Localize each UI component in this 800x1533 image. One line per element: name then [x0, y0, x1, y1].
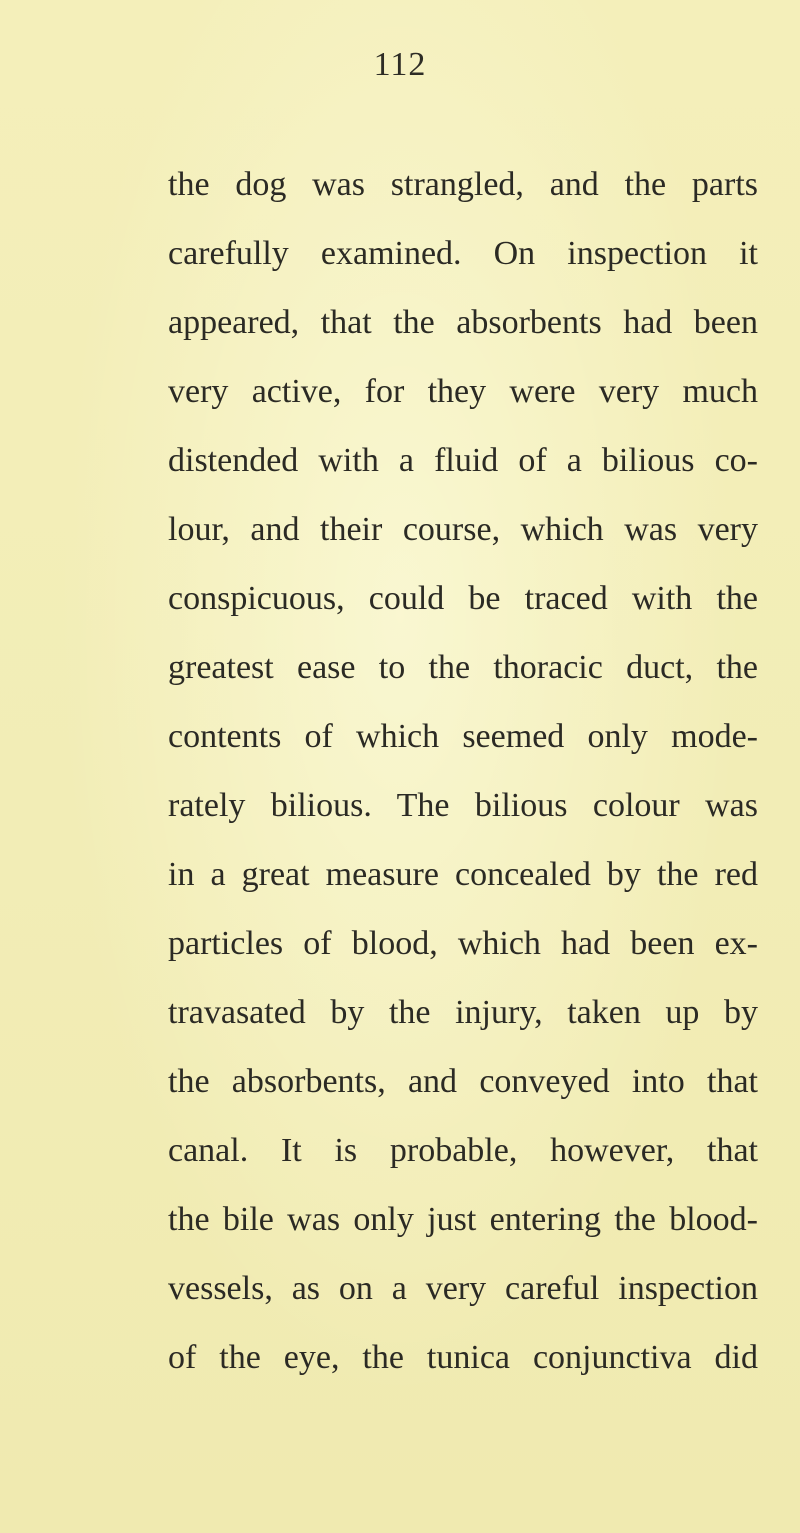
- text-line: vessels, as on a very careful inspection: [168, 1270, 758, 1307]
- text-line: contents of which seemed only mode-: [168, 718, 758, 755]
- text-line: in a great measure concealed by the red: [168, 856, 758, 893]
- text-line: the absorbents, and conveyed into that: [168, 1063, 758, 1100]
- page-number: 112: [373, 46, 427, 83]
- text-line: the dog was strangled, and the parts: [168, 166, 758, 203]
- text-line: particles of blood, which had been ex-: [168, 925, 758, 962]
- text-line: appeared, that the absorbents had been: [168, 304, 758, 341]
- text-line: distended with a fluid of a bilious co-: [168, 442, 758, 479]
- text-line: greatest ease to the thoracic duct, the: [168, 649, 758, 686]
- body-text: [168, 150, 758, 1392]
- text-line: of the eye, the tunica conjunctiva did: [168, 1339, 758, 1376]
- text-line: rately bilious. The bilious colour was: [168, 787, 758, 824]
- text-line: canal. It is probable, however, that: [168, 1132, 758, 1169]
- text-line: very active, for they were very much: [168, 373, 758, 410]
- text-line: travasated by the injury, taken up by: [168, 994, 758, 1031]
- text-line: conspicuous, could be traced with the: [168, 580, 758, 617]
- text-line: the bile was only just entering the blood-: [168, 1201, 758, 1238]
- text-line: carefully examined. On inspection it: [168, 235, 758, 272]
- text-line: lour, and their course, which was very: [168, 511, 758, 548]
